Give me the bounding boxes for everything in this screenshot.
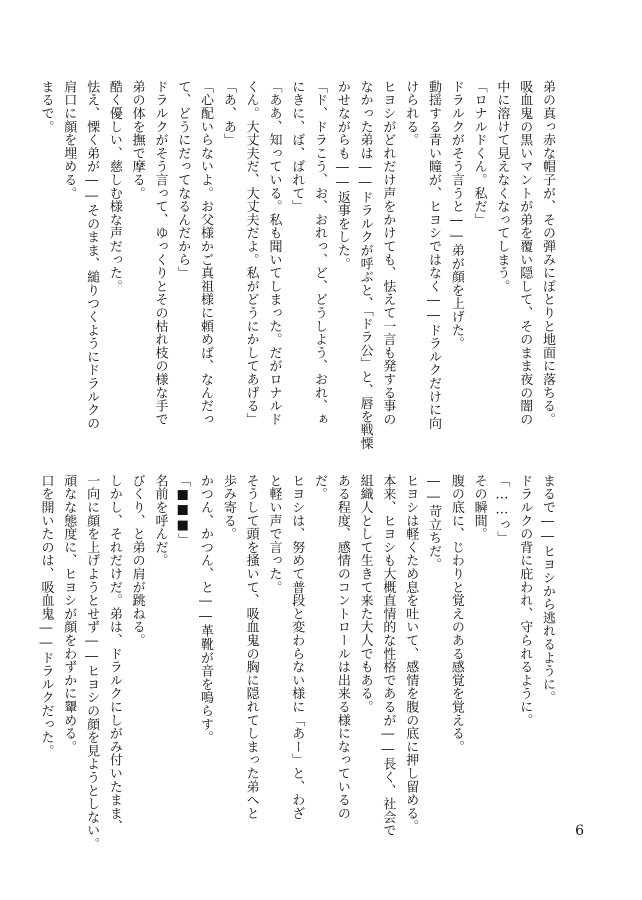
text-line: かつん、かつん、と――革靴が音を鳴らす。 <box>198 474 214 744</box>
text-line: 「ド、ドラこう、お、おれっ、ど、どうしよう、おれ、ぁ <box>312 80 328 426</box>
text-line: まるで。 <box>38 80 54 134</box>
text-line: 「■■■」 <box>175 474 191 547</box>
text-line: 「ロナルドくん。私だ」 <box>471 80 487 227</box>
text-line: 怯え、慄く弟が――そのまま、縋りつくようにドラルクの <box>84 80 100 430</box>
page-number: 6 <box>575 823 584 839</box>
text-line: 酷く優しい、慈しむ様な声だった。 <box>106 80 122 293</box>
text-line: ドラルクがそう言うと――弟が顔を上げた。 <box>448 80 464 350</box>
text-line: 中に溶けて見えなくなってしまう。 <box>494 80 510 293</box>
text-line: ある程度、感情のコントロールは出来る様になっているの <box>334 474 350 820</box>
text-line: にきに、ば、ばれて」 <box>289 80 305 213</box>
text-line: くん。大丈夫だ、大丈夫だよ。私がどうにかしてあげる」 <box>243 80 259 426</box>
text-line: 「……っ」 <box>494 474 510 545</box>
text-line: ヒヨシは、努めて普段と変わらない様に「あー」と、わざ <box>289 474 305 820</box>
text-line: ドラルクがそう言って、ゆっくりとその枯れ枝の様な手で <box>152 80 168 426</box>
text-line: ヒヨシがどれだけ声をかけても、怯えて一言も発する事の <box>380 80 396 426</box>
text-line: なかった弟は――ドラルクが呼ぶと、「ドラ公」と、唇を戦慄 <box>357 80 373 450</box>
text-line: 本来、ヒヨシも大概直情的な性格であるが――長く、社会で <box>380 474 396 838</box>
text-line: 歩み寄る。 <box>220 474 236 541</box>
text-line: ドラルクの背に庇われ、守られるように。 <box>517 474 533 727</box>
text-line: その瞬間。 <box>471 474 487 541</box>
text-line: 「ああ、知っている。私も聞いてしまった。だがロナルド <box>266 80 282 426</box>
text-line: 組織人として生きて来た大人でもある。 <box>357 474 373 714</box>
text-line: かせながらも――返事をした。 <box>334 80 350 271</box>
text-line: そうして頭を掻いて、吸血鬼の胸に隠れてしまった弟へと <box>243 474 259 820</box>
text-line: 「心配いらないよ。お父様かご真祖様に頼めば、なんだっ <box>198 80 214 426</box>
text-line: 動揺する青い瞳が、ヒヨシではなく――ドラルクだけに向 <box>426 80 442 430</box>
text-line: 一向に顔を上げようとせず――ヒヨシの顔を見ようとしない。 <box>84 474 100 851</box>
text-line: 口を開いたのは、吸血鬼――ドラルクだった。 <box>38 474 54 758</box>
text-line: て、どうにだってなるんだから」 <box>175 80 191 280</box>
text-block-top <box>38 80 558 452</box>
text-line: けられる。 <box>403 80 419 147</box>
text-line: 弟の真っ赤な帽子が、その弾みにぽとりと地面に落ちる。 <box>540 80 555 426</box>
text-line: しかし、それだけだ。弟は、ドラルクにしがみ付いたまま、 <box>106 474 122 834</box>
text-line: 名前を呼んだ。 <box>152 474 168 568</box>
text-line: と軽い声で言った。 <box>266 474 282 594</box>
text-line: ヒヨシは軽くため息を吐いて、感情を腹の底に押し留める。 <box>403 474 419 834</box>
text-line: まるで――ヒヨシから逃れるように。 <box>540 474 555 705</box>
text-block-bottom <box>38 474 558 851</box>
text-line: 腹の底に、じわりと覚えのある感覚を覚える。 <box>448 474 464 754</box>
text-line: 「あ、あ」 <box>220 80 236 147</box>
text-line: ――苛立ちだ。 <box>426 474 442 572</box>
text-line: 頑なな態度に、ヒヨシが顔をわずかに顰める。 <box>61 474 77 754</box>
text-line: 肩口に顔を埋める。 <box>61 80 77 200</box>
text-line: 吸血鬼の黒いマントが弟を覆い隠して、そのまま夜の闇の <box>517 80 533 426</box>
text-line: だ。 <box>312 474 328 501</box>
text-line: 弟の体を撫で摩る。 <box>129 80 145 200</box>
text-line: びくり、と弟の肩が跳ねる。 <box>129 474 145 647</box>
